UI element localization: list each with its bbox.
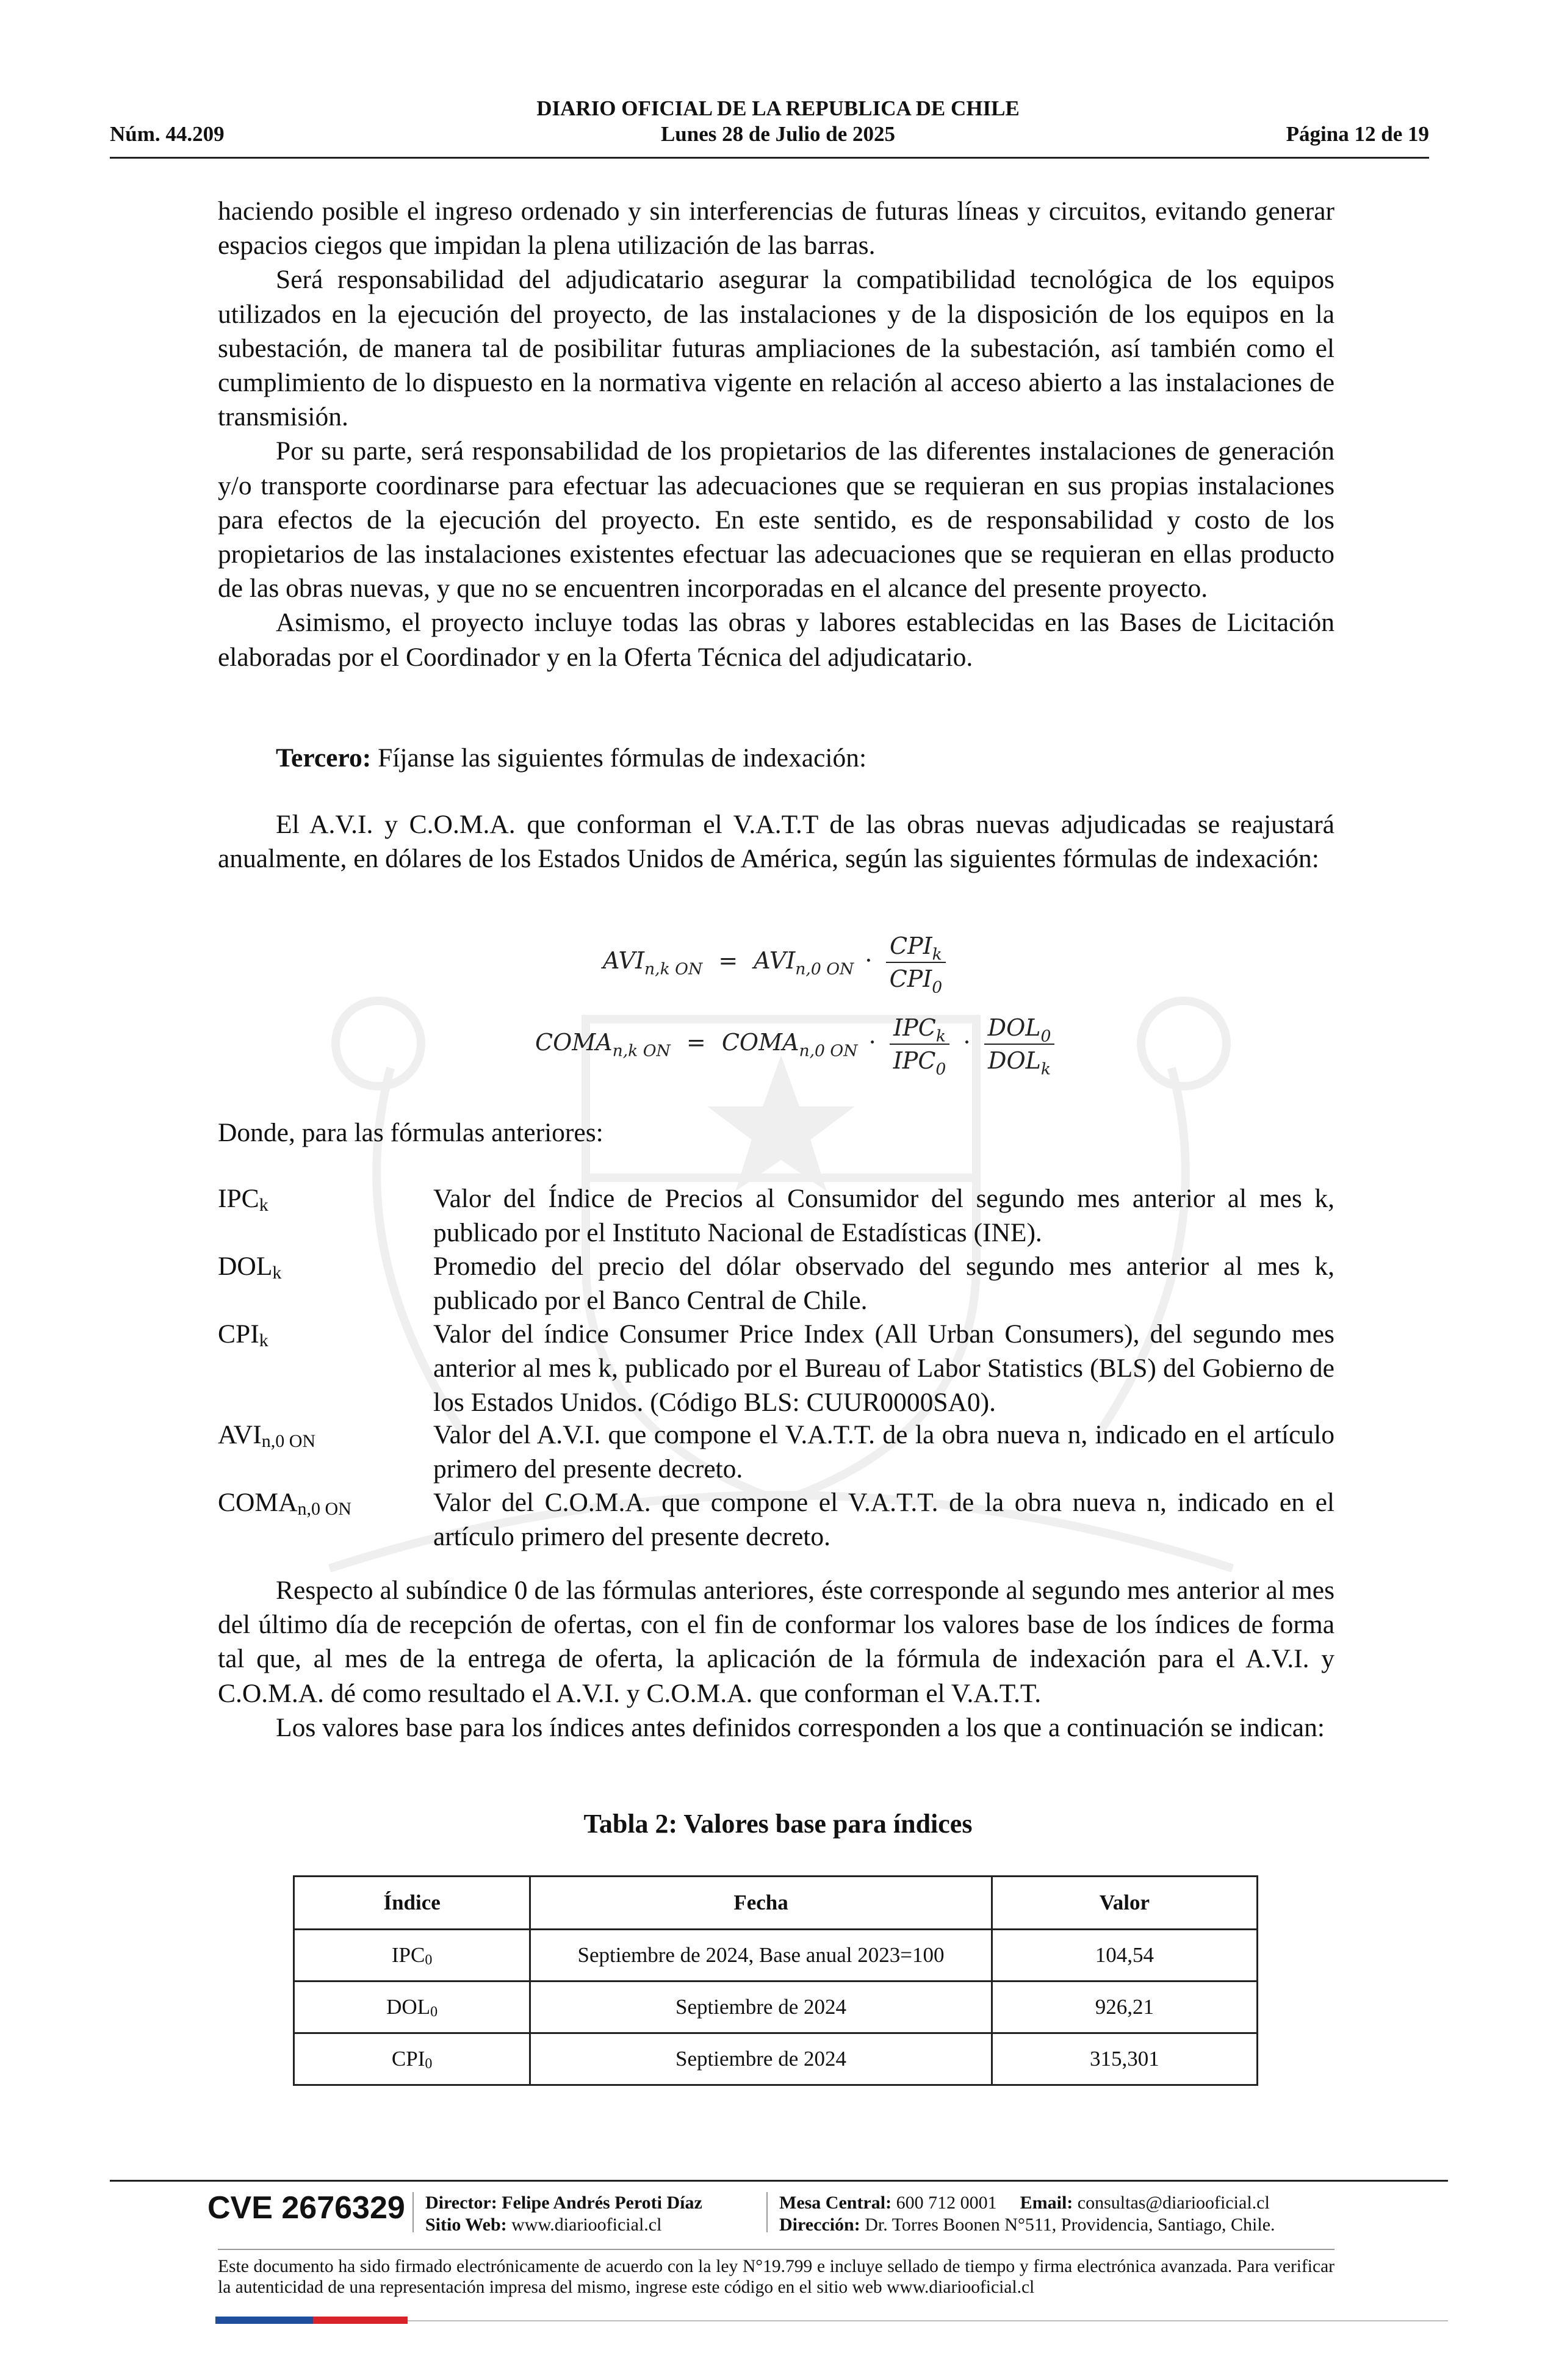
table-header-value: Valor	[992, 1877, 1257, 1930]
paragraph-7: Los valores base para los índices antes definidos corresponden a los que a continuación se indican:	[276, 1712, 1325, 1742]
email-label: Email:	[1020, 2193, 1073, 2213]
paragraph-5: El A.V.I. y C.O.M.A. que conforman el V.A.T.T de las obras nuevas adjudicadas se reajustará anualmente, en dólares de los Estados Unidos de América, según las siguientes fórmulas de indexación:	[218, 810, 1334, 874]
formula-coma-rhs: $COMA_{n,0 ON}$	[721, 1028, 858, 1060]
flag-bar-blue	[215, 2317, 313, 2324]
base-values-table	[293, 1875, 1258, 2086]
def-desc-cpi: Valor del índice Consumer Price Index (All Urban Consumers), del segundo mes anterior al mes k, publicado por el Bureau of Labor Statistics (BLS) del Gobierno de los Estados Unidos. (Código BLS: CUUR0000SA0).	[433, 1319, 1334, 1417]
def-desc-dol: Promedio del precio del dólar observado del segundo mes anterior al mes k, publicado por el Banco Central de Chile.	[433, 1252, 1334, 1315]
def-term-dol: $DOL_k$	[218, 1252, 282, 1283]
newspaper-title: DIARIO OFICIAL DE LA REPUBLICA DE CHILE	[536, 96, 1020, 120]
body-block-2	[218, 1573, 1334, 1745]
table-cell-date: Septiembre de 2024	[530, 2033, 992, 2085]
page-number: Página 12 de 19	[1286, 122, 1429, 146]
flag-bar-red	[313, 2317, 408, 2324]
footer-divider-thin	[218, 2249, 1334, 2250]
table-cell-index: $DOL_0$	[294, 1982, 530, 2033]
table-cell-value: 926,21	[992, 1982, 1257, 2033]
def-desc-coma: Valor del C.O.M.A. que compone el V.A.T.T. de la obra nueva n, indicado en el artículo primero del presente decreto.	[433, 1488, 1334, 1551]
formula-avi-rhs: $AVI_{n,0 ON}$	[754, 947, 854, 978]
table-cell-index: $IPC_0$	[294, 1930, 530, 1982]
legal-notice: Este documento ha sido firmado electrónicamente de acuerdo con la ley N°19.799 e incluye sellado de tiempo y firma electrónica avanzada. Para verificar la autenticidad de una representación impresa del mismo, ingrese este código en el sitio web www.diariooficial.cl	[218, 2257, 1334, 2297]
def-term-coma: $COMA_{n,0 ON}$	[218, 1488, 351, 1519]
def-term-ipc: $IPC_k$	[218, 1184, 268, 1215]
formula-equals: =	[686, 1028, 706, 1056]
def-term-avi: $AVI_{n,0 ON}$	[218, 1420, 316, 1451]
formula-dot: ·	[868, 1028, 876, 1056]
def-term-cpi: $CPI_k$	[218, 1319, 268, 1350]
address-label: Dirección:	[779, 2215, 860, 2235]
website-label: Sitio Web:	[425, 2215, 507, 2235]
table-caption: Tabla 2: Valores base para índices	[583, 1809, 973, 1839]
table-cell-date: Septiembre de 2024	[530, 1982, 992, 2033]
body-block-1	[218, 194, 1334, 674]
footer-contact-block	[779, 2192, 1275, 2236]
mesa-label: Mesa Central:	[779, 2193, 892, 2213]
formula-dot: ·	[865, 947, 873, 974]
def-desc-ipc: Valor del Índice de Precios al Consumidor del segundo mes anterior al mes k, publicado por el Instituto Nacional de Estadísticas (INE).	[433, 1184, 1334, 1247]
table-row	[294, 2033, 1258, 2085]
formula-equals: =	[718, 947, 738, 974]
table-header-row	[294, 1877, 1258, 1930]
table-cell-index: $CPI_0$	[294, 2033, 530, 2085]
table-cell-date: Septiembre de 2024, Base anual 2023=100	[530, 1930, 992, 1982]
table-row	[294, 1982, 1258, 2033]
director-name: Felipe Andrés Peroti Díaz	[497, 2193, 702, 2213]
table-header-index: Índice	[294, 1877, 530, 1930]
paragraph-3: Por su parte, será responsabilidad de los propietarios de las diferentes instalaciones de generación y/o transporte coordinarse para efectuar las adecuaciones que se requieran en sus propias instalaciones para efectos de la ejecución del proyecto. En este sentido, es de responsabilidad y costo de los propietarios de las instalaciones existentes efectuar las adecuaciones que se requieran en ellas producto de las obras nuevas, y que no se encuentren incorporadas en el alcance del presente proyecto.	[218, 436, 1334, 604]
def-desc-avi: Valor del A.V.I. que compone el V.A.T.T. de la obra nueva n, indicado en el artículo primero del presente decreto.	[433, 1420, 1334, 1484]
issue-date: Lunes 28 de Julio de 2025	[660, 122, 896, 146]
address-text: Dr. Torres Boonen N°511, Providencia, Santiago, Chile.	[860, 2215, 1275, 2235]
tercero-line	[218, 741, 1334, 775]
paragraph-1: haciendo posible el ingreso ordenado y sin interferencias de futuras líneas y circuitos, evitando generar espacios ciegos que impidan la plena utilización de las barras.	[218, 197, 1334, 261]
paragraph-6: Respecto al subíndice 0 de las fórmulas anteriores, éste corresponde al segundo mes anterior al mes del último día de recepción de ofertas, con el fin de conformar los valores base de los índices de forma tal que, al mes de la entrega de oferta, la aplicación de la fórmula de indexación para el A.V.I. y C.O.M.A. dé como resultado el A.V.I. y C.O.M.A. que conforman el V.A.T.T.	[218, 1576, 1334, 1708]
formula-dot: ·	[963, 1028, 971, 1056]
cve-code: CVE 2676329	[207, 2190, 405, 2226]
footer-director-block	[425, 2192, 702, 2236]
table-cell-value: 104,54	[992, 1930, 1257, 1982]
paragraph-5-block	[218, 807, 1334, 876]
formula-avi	[603, 932, 948, 997]
footer-bottom-rule	[408, 2320, 1448, 2321]
website-link[interactable]: www.diariooficial.cl	[506, 2215, 662, 2235]
paragraph-4: Asimismo, el proyecto incluye todas las obras y labores establecidas en las Bases de Licitación elaboradas por el Coordinador y en la Oferta Técnica del adjudicatario.	[218, 608, 1334, 672]
fraction-cpi: $\frac{CPI_k}{CPI_0}$	[886, 932, 946, 992]
tercero-label: Tercero:	[276, 743, 372, 773]
formula-coma-lhs: $COMA_{n,k ON}$	[535, 1028, 671, 1060]
email-link[interactable]: consultas@diariooficial.cl	[1073, 2193, 1270, 2213]
fraction-dol: $\frac{DOL_0}{DOL_k}$	[984, 1014, 1055, 1074]
header-divider	[110, 157, 1429, 159]
table-cell-value: 315,301	[992, 2033, 1257, 2085]
tercero-text: Fíjanse las siguientes fórmulas de indexación:	[371, 743, 867, 773]
footer-separator	[412, 2192, 414, 2232]
formula-avi-lhs: $AVI_{n,k ON}$	[603, 947, 703, 978]
issue-number: Núm. 44.209	[110, 122, 225, 146]
donde-line	[218, 1116, 1334, 1150]
table-row	[294, 1930, 1258, 1982]
formula-coma	[535, 1014, 1057, 1079]
footer-divider	[110, 2180, 1448, 2182]
fraction-ipc: $\frac{IPC_k}{IPC_0}$	[890, 1014, 950, 1074]
mesa-phone: 600 712 0001	[891, 2193, 997, 2213]
table-header-date: Fecha	[530, 1877, 992, 1930]
footer-separator	[766, 2192, 768, 2232]
director-label: Director:	[425, 2193, 497, 2213]
donde-text: Donde, para las fórmulas anteriores:	[218, 1118, 603, 1147]
paragraph-2: Será responsabilidad del adjudicatario asegurar la compatibilidad tecnológica de los equipos utilizados en la ejecución del proyecto, de las instalaciones y de la disposición de los equipos en la subestación, de manera tal de posibilitar futuras ampliaciones de la subestación, así también como el cumplimiento de lo dispuesto en la normativa vigente en relación al acceso abierto a las instalaciones de transmisión.	[218, 265, 1334, 432]
